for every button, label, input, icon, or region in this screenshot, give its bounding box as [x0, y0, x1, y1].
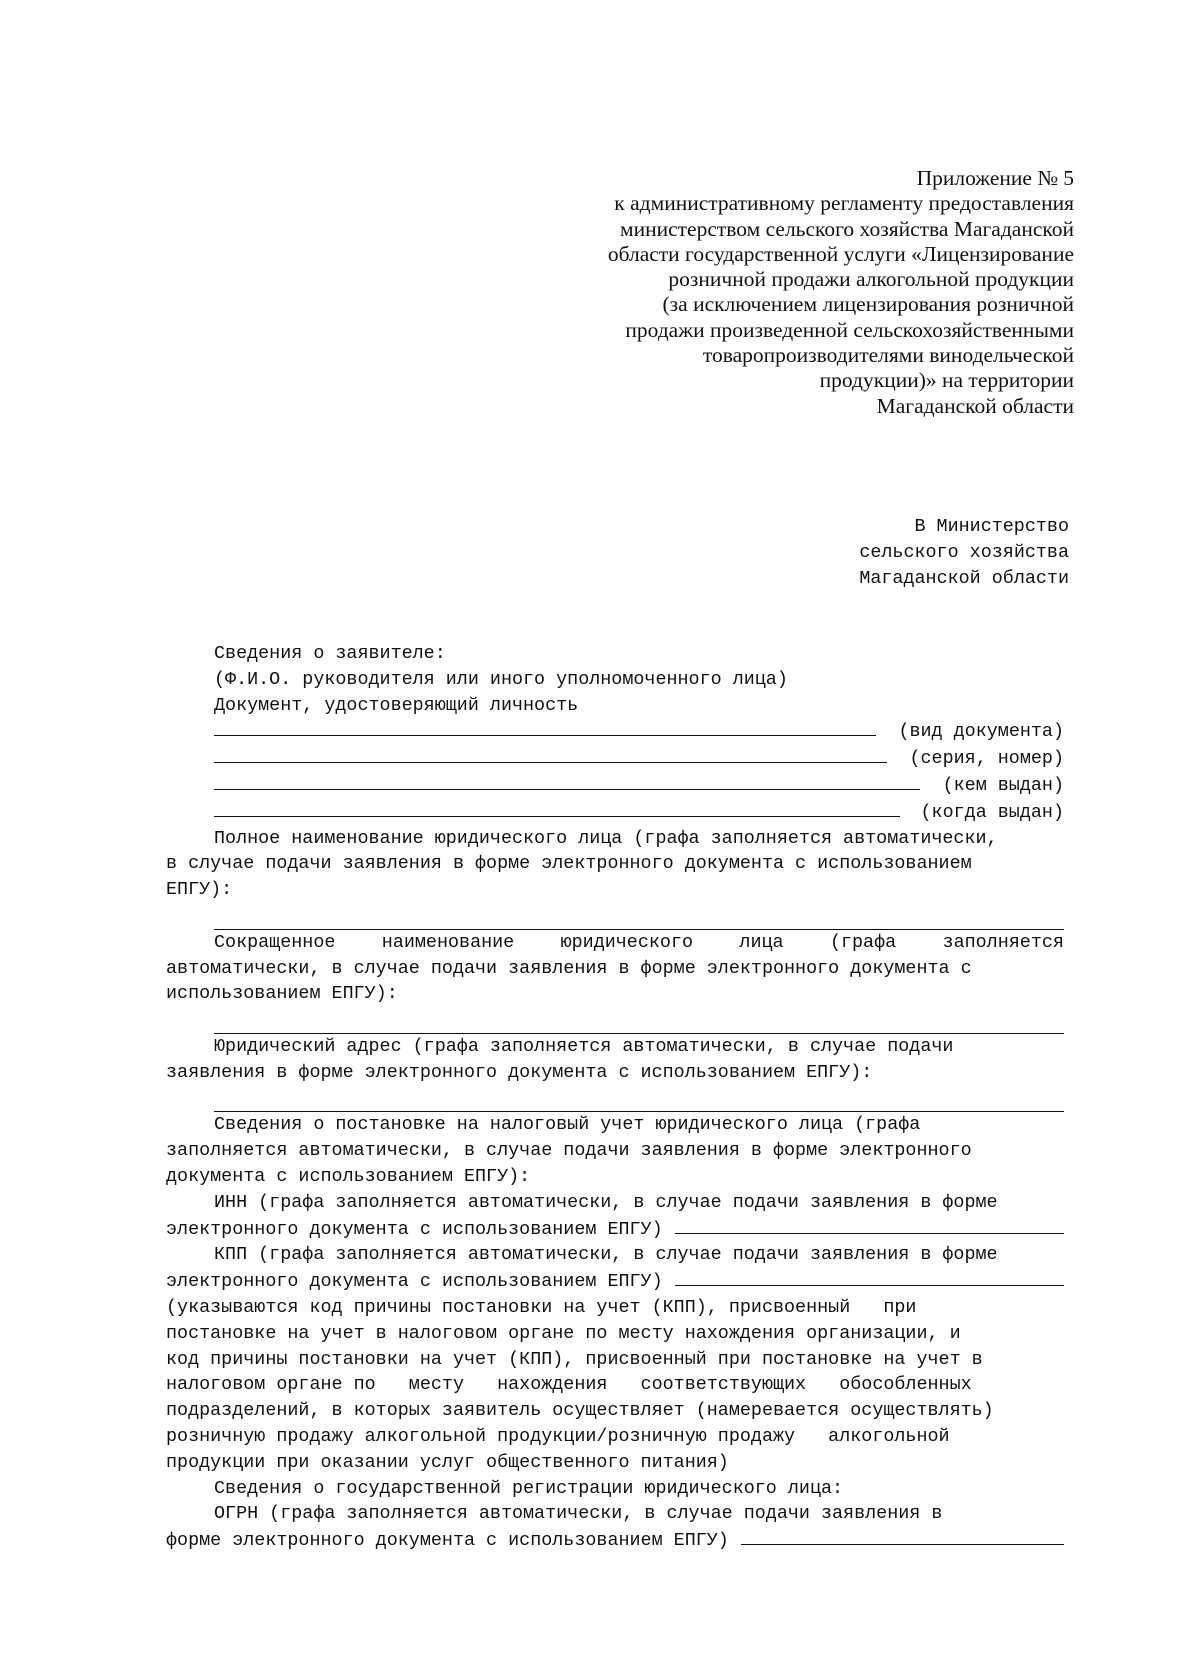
kpp-row: [166, 1268, 1064, 1295]
appendix-title: Приложение № 5: [916, 166, 1074, 190]
appendix-line: (за исключением лицензирования розничной: [662, 292, 1074, 317]
short-name-word: юридического: [560, 931, 694, 953]
ogrn-field[interactable]: [741, 1527, 1064, 1545]
appendix-line: области государственной услуги «Лицензирование: [607, 241, 1074, 266]
appendix-line: Магаданской области: [876, 393, 1074, 418]
addressee-line: Магаданской области: [859, 567, 1069, 589]
short-name-word: (графа: [829, 931, 897, 953]
doc-type-label: (вид документа): [898, 721, 1064, 743]
kpp-note: код причины постановки на учет (КПП), присвоенный при постановке на учет в: [166, 1348, 983, 1370]
tax-registration-text: документа с использованием ЕПГУ):: [166, 1165, 531, 1187]
doc-series-field[interactable]: [214, 745, 887, 763]
appendix-line: продажи произведенной сельскохозяйственными: [625, 317, 1074, 342]
doc-date-field[interactable]: [214, 799, 900, 817]
doc-series-label: (серия, номер): [909, 748, 1064, 770]
appendix-header: [514, 166, 1074, 419]
inn-field[interactable]: [675, 1216, 1064, 1234]
doc-date-row: [166, 799, 1064, 826]
ogrn-text: ОГРН (графа заполняется автоматически, в случае подачи заявления в: [214, 1503, 943, 1525]
doc-issuer-field[interactable]: [214, 772, 920, 790]
legal-address-text: Юридический адрес (графа заполняется автоматически, в случае подачи: [214, 1035, 954, 1057]
full-name-text: в случае подачи заявления в форме электронного документа с использованием: [166, 853, 972, 875]
id-document-label: Документ, удостоверяющий личность: [214, 694, 579, 716]
short-name-word: лица: [739, 931, 784, 953]
applicant-heading: Сведения о заявителе:: [214, 643, 446, 664]
kpp-note: налоговом органе по месту нахождения соответствующих обособленных: [166, 1374, 972, 1396]
doc-type-row: [166, 718, 1064, 745]
appendix-line: продукции)» на территории: [819, 368, 1074, 393]
addressee-line: В Министерство: [914, 516, 1069, 537]
doc-issuer-label: (кем выдан): [942, 774, 1064, 796]
short-name-text: использованием ЕПГУ):: [166, 983, 398, 1005]
short-name-word: заполняется: [942, 931, 1064, 953]
kpp-field[interactable]: [675, 1268, 1064, 1286]
short-name-field[interactable]: [214, 1007, 1064, 1034]
kpp-note: продукции при оказании услуг общественного питания): [166, 1451, 729, 1473]
appendix-line: министерством сельского хозяйства Магаданской: [619, 216, 1074, 241]
addressee: [859, 514, 1069, 591]
short-name-heading: [166, 930, 1064, 956]
tax-registration-text: заполняется автоматически, в случае подачи заявления в форме электронного: [166, 1140, 972, 1162]
legal-address-text: заявления в форме электронного документа с использованием ЕПГУ):: [166, 1061, 873, 1083]
kpp-text: электронного документа с использованием ЕПГУ): [166, 1271, 663, 1293]
doc-issuer-row: [166, 772, 1064, 799]
addressee-line: сельского хозяйства: [859, 541, 1069, 563]
kpp-note: постановке на учет в налоговом органе по месту нахождения организации, и: [166, 1322, 961, 1344]
doc-type-field[interactable]: [214, 718, 876, 736]
appendix-line: товаропроизводителями винодельческой: [702, 343, 1074, 368]
tax-registration-text: Сведения о постановке на налоговый учет юридического лица (графа: [214, 1114, 921, 1136]
ogrn-text: форме электронного документа с использованием ЕПГУ): [166, 1530, 729, 1552]
short-name-text: автоматически, в случае подачи заявления в форме электронного документа с: [166, 957, 972, 979]
short-name-word: наименование: [381, 931, 515, 953]
appendix-line: розничной продажи алкогольной продукции: [668, 267, 1074, 292]
ogrn-row: [166, 1527, 1064, 1554]
inn-row: [166, 1216, 1064, 1243]
application-form: [166, 641, 1064, 1554]
inn-text: ИНН (графа заполняется автоматически, в случае подачи заявления в форме: [214, 1191, 998, 1213]
kpp-note: розничную продажу алкогольной продукции/розничную продажу алкогольной: [166, 1425, 950, 1447]
full-name-text: Полное наименование юридического лица (графа заполняется автоматически,: [214, 827, 998, 849]
full-name-text: ЕПГУ):: [166, 879, 233, 901]
kpp-note: (указываются код причины постановки на учет (КПП), присвоенный при: [166, 1296, 917, 1318]
full-name-field[interactable]: [214, 903, 1064, 930]
doc-date-label: (когда выдан): [920, 801, 1064, 823]
inn-text: электронного документа с использованием ЕПГУ): [166, 1218, 663, 1240]
state-registration-heading: Сведения о государственной регистрации юридического лица:: [214, 1477, 844, 1499]
short-name-word: Сокращенное: [214, 931, 336, 953]
fio-hint: (Ф.И.О. руководителя или иного уполномоченного лица): [214, 668, 788, 690]
appendix-line: к административному регламенту предоставления: [614, 191, 1074, 216]
doc-series-row: [166, 745, 1064, 772]
kpp-text: КПП (графа заполняется автоматически, в случае подачи заявления в форме: [214, 1244, 998, 1266]
kpp-note: подразделений, в которых заявитель осуществляет (намеревается осуществлять): [166, 1400, 994, 1422]
legal-address-field[interactable]: [214, 1086, 1064, 1113]
